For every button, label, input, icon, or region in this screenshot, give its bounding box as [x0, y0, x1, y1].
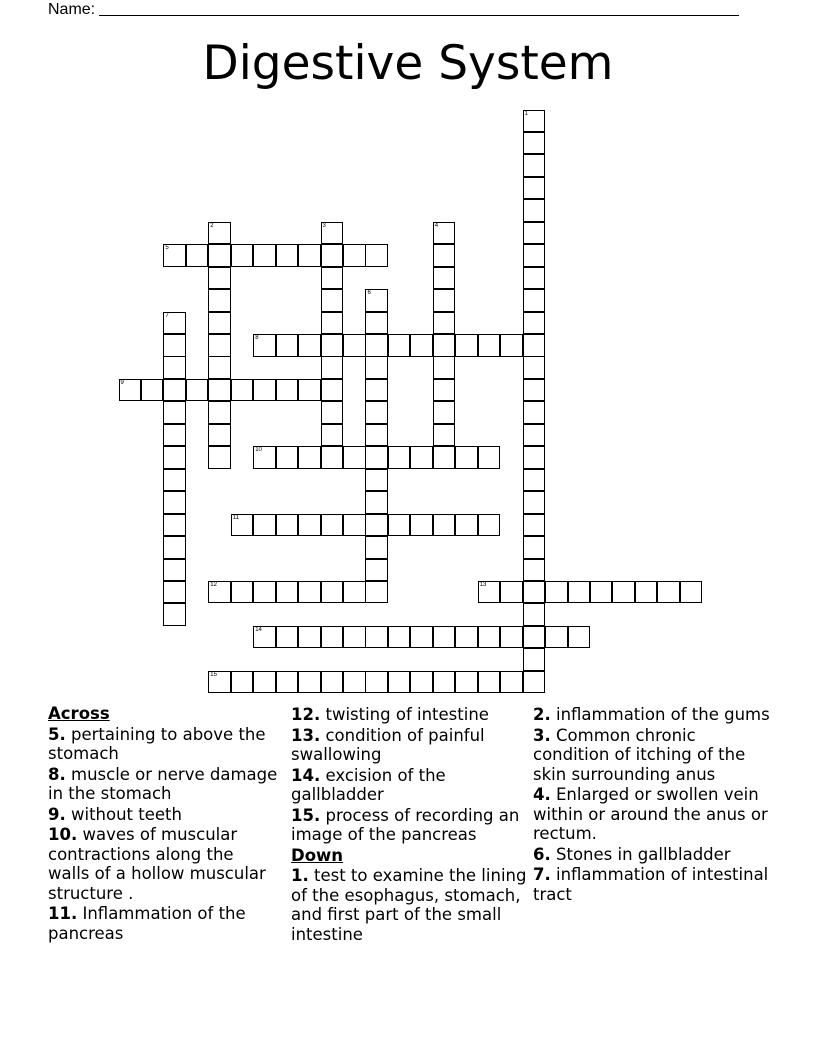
crossword-cell[interactable]: [208, 334, 231, 357]
crossword-cell[interactable]: [208, 379, 231, 402]
crossword-cell[interactable]: [388, 514, 411, 537]
crossword-cell[interactable]: [298, 446, 321, 469]
crossword-cell[interactable]: [500, 671, 523, 694]
crossword-cell[interactable]: [276, 514, 299, 537]
crossword-cell[interactable]: [208, 424, 231, 447]
crossword-cell[interactable]: [523, 154, 546, 177]
crossword-cell[interactable]: [523, 514, 546, 537]
crossword-cell[interactable]: [343, 446, 366, 469]
crossword-cell[interactable]: [321, 626, 344, 649]
clue-number-label: 6: [367, 290, 371, 297]
crossword-cell[interactable]: [276, 581, 299, 604]
crossword-cell[interactable]: [231, 514, 254, 537]
crossword-cell[interactable]: [433, 424, 456, 447]
crossword-cell[interactable]: [163, 536, 186, 559]
crossword-cell[interactable]: [433, 379, 456, 402]
crossword-cell[interactable]: [523, 603, 546, 626]
crossword-cell[interactable]: [321, 581, 344, 604]
crossword-cell[interactable]: [321, 424, 344, 447]
crossword-cell[interactable]: [523, 671, 546, 694]
crossword-cell[interactable]: [343, 334, 366, 357]
clue-number-label: 9: [120, 379, 124, 386]
crossword-cell[interactable]: [276, 244, 299, 267]
crossword-cell[interactable]: [163, 424, 186, 447]
crossword-cell[interactable]: [321, 379, 344, 402]
crossword-cell[interactable]: [186, 379, 209, 402]
crossword-cell[interactable]: [523, 379, 546, 402]
crossword-cell[interactable]: [321, 244, 344, 267]
crossword-cell[interactable]: [231, 671, 254, 694]
crossword-cell[interactable]: [253, 334, 276, 357]
clue-across-10: 10. waves of muscular contractions along the walls of a hollow muscular structure .: [48, 825, 266, 903]
crossword-cell[interactable]: [253, 671, 276, 694]
clue-number-label: 13: [479, 581, 487, 588]
crossword-cell[interactable]: [523, 289, 546, 312]
clue-number-label: 3: [322, 222, 326, 229]
clue-down-4: 4. Enlarged or swollen vein within or around the anus or rectum.: [533, 785, 768, 843]
clues-column-2: [291, 704, 527, 944]
crossword-cell[interactable]: [478, 334, 501, 357]
crossword-cell[interactable]: [253, 626, 276, 649]
crossword-cell[interactable]: [163, 244, 186, 267]
crossword-cell[interactable]: [208, 671, 231, 694]
crossword-cell[interactable]: [208, 222, 231, 245]
crossword-cell[interactable]: [365, 469, 388, 492]
down-heading: Down: [291, 845, 344, 865]
crossword-cell[interactable]: [298, 334, 321, 357]
crossword-cell[interactable]: [433, 222, 456, 245]
crossword-cell[interactable]: [163, 581, 186, 604]
crossword-cell[interactable]: [410, 626, 433, 649]
crossword-cell[interactable]: [500, 581, 523, 604]
crossword-cell[interactable]: [186, 244, 209, 267]
crossword-cell[interactable]: [523, 469, 546, 492]
clues-column-3: [533, 704, 773, 904]
crossword-cell[interactable]: [163, 334, 186, 357]
crossword-cell[interactable]: [231, 379, 254, 402]
crossword-cell[interactable]: [298, 626, 321, 649]
crossword-cell[interactable]: [545, 581, 568, 604]
crossword-cell[interactable]: [298, 514, 321, 537]
crossword-cell[interactable]: [523, 334, 546, 357]
clue-number-label: 2: [210, 222, 214, 229]
crossword-cell[interactable]: [365, 356, 388, 379]
crossword-cell[interactable]: [500, 626, 523, 649]
crossword-cell[interactable]: [163, 603, 186, 626]
crossword-cell[interactable]: [388, 334, 411, 357]
clue-number-label: 1: [524, 110, 528, 117]
crossword-cell[interactable]: [523, 199, 546, 222]
clue-number-label: 10: [255, 447, 262, 454]
crossword-cell[interactable]: [365, 626, 388, 649]
crossword-cell[interactable]: [478, 514, 501, 537]
clue-across-13: 13. condition of painful swallowing: [291, 725, 485, 764]
clue-across-12: 12. twisting of intestine: [291, 705, 489, 724]
crossword-cell[interactable]: [321, 514, 344, 537]
crossword-cell[interactable]: [612, 581, 635, 604]
crossword-cell[interactable]: [343, 244, 366, 267]
crossword-cell[interactable]: [163, 379, 186, 402]
crossword-cell[interactable]: [478, 626, 501, 649]
crossword-cell[interactable]: [657, 581, 680, 604]
crossword-cell[interactable]: [253, 446, 276, 469]
crossword-cell[interactable]: [276, 626, 299, 649]
crossword-cell[interactable]: [231, 244, 254, 267]
crossword-cell[interactable]: [433, 312, 456, 335]
clue-down-7: 7. inflammation of intestinal tract: [533, 865, 769, 904]
crossword-cell[interactable]: [523, 222, 546, 245]
crossword-cell[interactable]: [208, 356, 231, 379]
crossword-cell[interactable]: [343, 626, 366, 649]
crossword-cell[interactable]: [523, 581, 546, 604]
crossword-cell[interactable]: [276, 379, 299, 402]
crossword-cell[interactable]: [523, 267, 546, 290]
crossword-cell[interactable]: [455, 671, 478, 694]
across-heading: Across: [48, 704, 110, 723]
crossword-cell[interactable]: [680, 581, 703, 604]
crossword-cell[interactable]: [478, 446, 501, 469]
crossword-cell[interactable]: [365, 379, 388, 402]
clue-across-15: 15. process of recording an image of the pancreas: [291, 805, 520, 844]
crossword-cell[interactable]: [523, 491, 546, 514]
crossword-cell[interactable]: [365, 446, 388, 469]
crossword-cell[interactable]: [478, 581, 501, 604]
crossword-cell[interactable]: [365, 671, 388, 694]
crossword-cell[interactable]: [208, 581, 231, 604]
crossword-cell[interactable]: [365, 559, 388, 582]
clue-across-9: 9. without teeth: [48, 804, 182, 824]
crossword-cell[interactable]: [523, 177, 546, 200]
crossword-cell[interactable]: [478, 671, 501, 694]
crossword-cell[interactable]: [321, 401, 344, 424]
crossword-cell[interactable]: [523, 536, 546, 559]
crossword-cell[interactable]: [523, 110, 546, 133]
crossword-cell[interactable]: [365, 536, 388, 559]
crossword-cell[interactable]: [523, 446, 546, 469]
crossword-cell[interactable]: [365, 289, 388, 312]
crossword-cell[interactable]: [253, 244, 276, 267]
crossword-cell[interactable]: [208, 446, 231, 469]
crossword-cell[interactable]: [163, 469, 186, 492]
crossword-cell[interactable]: [523, 356, 546, 379]
crossword-cell[interactable]: [433, 401, 456, 424]
clue-down-1: 1. test to examine the lining of the esophagus, stomach, and first part of the small intestine: [291, 866, 527, 944]
crossword-cell[interactable]: [343, 514, 366, 537]
crossword-cell[interactable]: [455, 446, 478, 469]
crossword-cell[interactable]: [523, 626, 546, 649]
crossword-cell[interactable]: [523, 648, 546, 671]
clue-across-14: 14. excision of the gallbladder: [291, 765, 446, 804]
crossword-cell[interactable]: [321, 312, 344, 335]
crossword-cell[interactable]: [635, 581, 658, 604]
crossword-cell[interactable]: [523, 401, 546, 424]
crossword-cell[interactable]: [388, 671, 411, 694]
crossword-cell[interactable]: [253, 581, 276, 604]
clue-number-label: 15: [210, 671, 217, 678]
crossword-cell[interactable]: [433, 514, 456, 537]
crossword-cell[interactable]: [545, 626, 568, 649]
crossword-cell[interactable]: [208, 244, 231, 267]
crossword-cell[interactable]: [365, 401, 388, 424]
crossword-cell[interactable]: [208, 267, 231, 290]
clue-number-label: 14: [255, 626, 262, 633]
crossword-cell[interactable]: [523, 244, 546, 267]
crossword-cell[interactable]: [276, 671, 299, 694]
crossword-cell[interactable]: [365, 334, 388, 357]
crossword-cell[interactable]: [365, 312, 388, 335]
crossword-cell[interactable]: [410, 671, 433, 694]
crossword-cell[interactable]: [253, 514, 276, 537]
crossword-cell[interactable]: [455, 514, 478, 537]
clue-number-label: 11: [232, 514, 239, 521]
crossword-cell[interactable]: [433, 626, 456, 649]
crossword-cell[interactable]: [321, 222, 344, 245]
crossword-cell[interactable]: [433, 446, 456, 469]
crossword-cell[interactable]: [321, 289, 344, 312]
crossword-cell[interactable]: [298, 671, 321, 694]
crossword-cell[interactable]: [433, 267, 456, 290]
crossword-cell[interactable]: [321, 446, 344, 469]
page-title: Digestive System: [202, 36, 614, 91]
crossword-cell[interactable]: [410, 514, 433, 537]
crossword-cell[interactable]: [523, 312, 546, 335]
crossword-cell[interactable]: [298, 581, 321, 604]
clue-across-8: 8. muscle or nerve damage in the stomach: [48, 764, 278, 803]
crossword-cell[interactable]: [321, 671, 344, 694]
crossword-cell[interactable]: [276, 334, 299, 357]
crossword-cell[interactable]: [343, 671, 366, 694]
crossword-cell[interactable]: [388, 446, 411, 469]
clue-down-6: 6. Stones in gallbladder: [533, 844, 731, 864]
clue-number-label: 7: [165, 312, 169, 319]
crossword-cell[interactable]: [231, 581, 254, 604]
crossword-cell[interactable]: [321, 267, 344, 290]
crossword-cell[interactable]: [365, 244, 388, 267]
crossword-cell[interactable]: [523, 424, 546, 447]
crossword-cell[interactable]: [433, 244, 456, 267]
crossword-cell[interactable]: [163, 559, 186, 582]
clue-across-11: 11. Inflammation of the pancreas: [48, 904, 246, 943]
crossword-cell[interactable]: [163, 491, 186, 514]
crossword-cell[interactable]: [365, 424, 388, 447]
crossword-cell[interactable]: [455, 626, 478, 649]
crossword-cell[interactable]: [208, 289, 231, 312]
crossword-cell[interactable]: [253, 379, 276, 402]
clue-number-label: 12: [210, 581, 217, 588]
crossword-cell[interactable]: [298, 244, 321, 267]
crossword-cell[interactable]: [208, 312, 231, 335]
clue-number-label: 5: [165, 245, 169, 252]
crossword-cell[interactable]: [568, 581, 591, 604]
crossword-cell[interactable]: [410, 446, 433, 469]
crossword-cell[interactable]: [523, 559, 546, 582]
crossword-cell[interactable]: [276, 446, 299, 469]
crossword-cell[interactable]: [163, 446, 186, 469]
crossword-cell[interactable]: [343, 581, 366, 604]
crossword-cell[interactable]: [119, 379, 142, 402]
crossword-cell[interactable]: [455, 334, 478, 357]
clue-number-label: 4: [434, 222, 439, 229]
crossword-cell[interactable]: [208, 401, 231, 424]
clue-down-3: 3. Common chronic condition of itching of the skin surrounding anus: [533, 725, 746, 784]
crossword-cell[interactable]: [163, 514, 186, 537]
crossword-cell[interactable]: [500, 334, 523, 357]
clue-number-label: 8: [255, 335, 259, 341]
crossword-cell[interactable]: [433, 289, 456, 312]
clue-across-5: 5. pertaining to above the stomach: [48, 724, 266, 763]
clue-down-2: 2. inflammation of the gums: [533, 705, 770, 724]
crossword-cell[interactable]: [365, 514, 388, 537]
crossword-cell[interactable]: [433, 334, 456, 357]
crossword-cell[interactable]: [141, 379, 164, 402]
crossword-cell[interactable]: [163, 356, 186, 379]
crossword-cell[interactable]: [163, 312, 186, 335]
crossword-cell[interactable]: [365, 491, 388, 514]
crossword-cell[interactable]: [388, 626, 411, 649]
crossword-cell[interactable]: [590, 581, 613, 604]
crossword-cell[interactable]: [433, 356, 456, 379]
crossword-cell[interactable]: [433, 671, 456, 694]
crossword-cell[interactable]: [523, 132, 546, 155]
name-label: Name:: [48, 1, 96, 18]
crossword-cell[interactable]: [568, 626, 591, 649]
crossword-cell[interactable]: [410, 334, 433, 357]
crossword-cell[interactable]: [321, 334, 344, 357]
crossword-cell[interactable]: [163, 401, 186, 424]
crossword-cell[interactable]: [321, 356, 344, 379]
crossword-cell[interactable]: [298, 379, 321, 402]
crossword-cell[interactable]: [365, 581, 388, 604]
clues-column-1: [48, 704, 280, 943]
